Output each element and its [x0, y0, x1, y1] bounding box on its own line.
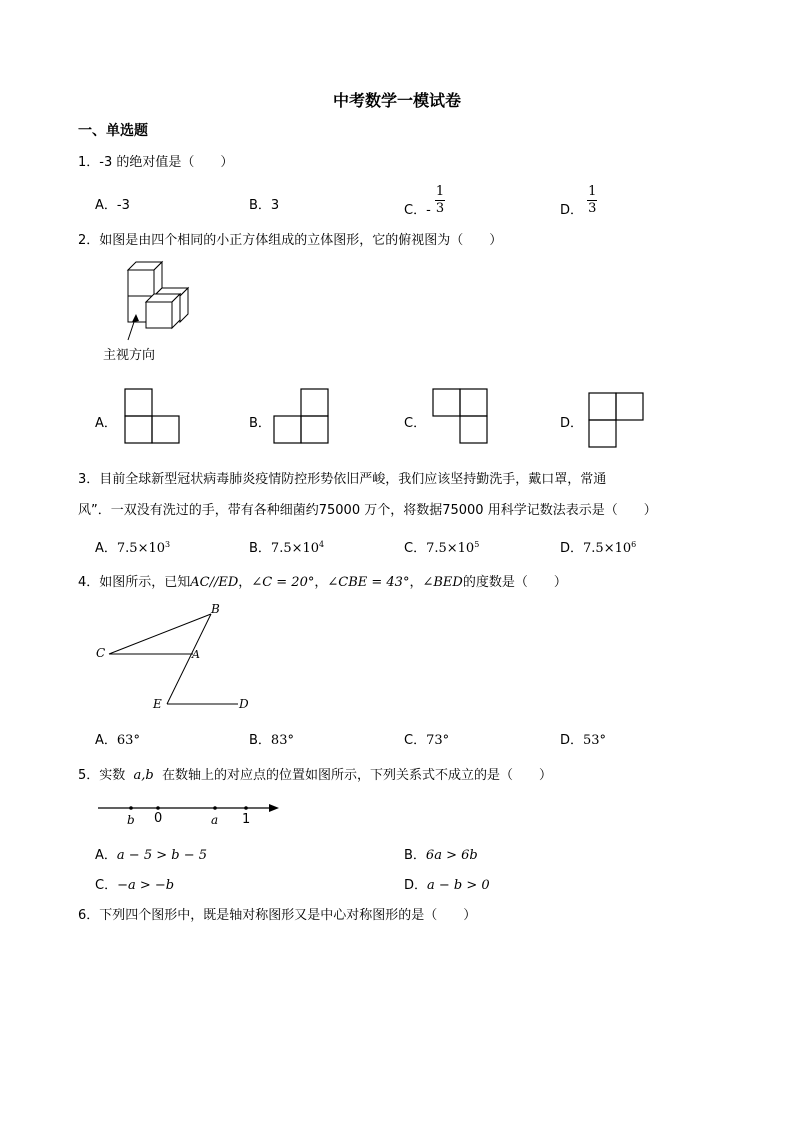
fraction	[587, 184, 597, 217]
q4-math-angle-cbe: ∠CBE = 43°	[327, 575, 410, 590]
option-exponent: 5	[474, 540, 480, 549]
option-label: D．	[404, 878, 428, 893]
question-4-stem	[78, 571, 567, 590]
option-base: 7.5×10	[270, 541, 320, 556]
q3-option-b[interactable]	[249, 537, 324, 556]
option-label: C．	[95, 878, 118, 893]
option-label: D．	[560, 733, 584, 748]
option-value: 63°	[116, 733, 140, 748]
figure-caption: 主视方向	[103, 348, 156, 363]
q5-option-c[interactable]	[95, 874, 174, 893]
q4-option-c[interactable]	[404, 729, 449, 748]
q5-vars: a,b	[133, 768, 154, 783]
q4-sep: ，	[314, 575, 328, 590]
q1-option-c[interactable]	[404, 184, 445, 217]
q3-option-c[interactable]	[404, 537, 479, 556]
option-label: A．	[95, 733, 117, 748]
q3-option-d[interactable]	[560, 537, 636, 556]
option-expression: a − 5 > b − 5	[116, 848, 207, 863]
option-label: A．	[95, 848, 117, 863]
q2-option-d[interactable]: D．	[560, 416, 584, 431]
question-1-stem: 1．-3 的绝对值是（ ）	[78, 155, 234, 170]
question-5-stem	[78, 764, 552, 783]
q4-option-d[interactable]	[560, 729, 606, 748]
option-value: 53°	[583, 733, 607, 748]
option-base: 7.5×10	[426, 541, 475, 556]
q1-option-d-prefix: D．	[560, 203, 584, 218]
q5-suffix: 在数轴上的对应点的位置如图所示，下列关系式不成立的是（ ）	[162, 768, 553, 783]
triangle-figure	[92, 600, 262, 718]
option-label: D．	[560, 541, 584, 556]
fraction-numerator: 1	[435, 184, 445, 199]
axis-label-a: a	[211, 813, 219, 827]
q1-option-d[interactable]	[560, 184, 597, 217]
option-label: C．	[404, 541, 427, 556]
q4-math-angle-c: ∠C = 20°	[251, 575, 315, 590]
point-label-e: E	[153, 697, 162, 711]
q4-math-parallel: AC//ED	[190, 575, 239, 590]
q2-option-b[interactable]: B．	[249, 416, 271, 431]
q5-option-a[interactable]	[95, 844, 207, 863]
q2-option-a[interactable]: A．	[95, 416, 117, 431]
q4-prefix: 4．如图所示，已知	[78, 575, 191, 590]
q4-option-a[interactable]	[95, 729, 140, 748]
point-label-a: A	[192, 648, 200, 661]
q4-option-b[interactable]	[249, 729, 294, 748]
axis-label-b: b	[127, 813, 135, 827]
q4-suffix: 的度数是（ ）	[462, 575, 567, 590]
top-view-option-c	[432, 388, 488, 446]
option-exponent: 6	[631, 540, 637, 549]
question-6-stem: 6．下列四个图形中，既是轴对称图形又是中心对称图形的是（ ）	[78, 908, 477, 923]
q1-option-a[interactable]: A．-3	[95, 198, 130, 213]
option-label: B．	[249, 541, 271, 556]
point-label-b: B	[211, 602, 220, 616]
top-view-option-a	[124, 388, 180, 446]
option-value: 83°	[270, 733, 294, 748]
q4-sep: ，	[409, 575, 423, 590]
fraction-denominator: 3	[435, 201, 445, 216]
q4-sep: ，	[238, 575, 252, 590]
axis-label-zero: 0	[154, 811, 163, 826]
option-base: 7.5×10	[583, 541, 632, 556]
number-line	[95, 796, 285, 830]
q5-prefix: 5．实数	[78, 768, 126, 783]
q5-option-d[interactable]	[404, 874, 490, 893]
option-exponent: 4	[319, 540, 325, 549]
q1-option-c-prefix: C．-	[404, 203, 431, 218]
option-exponent: 3	[165, 540, 171, 549]
option-expression: a − b > 0	[427, 878, 490, 893]
option-expression: −a > −b	[117, 878, 175, 893]
question-3-line-1: 3．目前全球新型冠状病毒肺炎疫情防控形势依旧严峻，我们应该坚持勤洗手，戴口罩，常通	[78, 472, 607, 487]
option-label: A．	[95, 541, 117, 556]
point-label-c: C	[96, 646, 106, 660]
option-label: B．	[404, 848, 426, 863]
question-3-line-2: 风”．一双没有洗过的手，带有各种细菌约75000 万个，将数据75000 用科学记数法表示是（ ）	[78, 503, 657, 518]
q3-option-a[interactable]	[95, 537, 170, 556]
option-label: B．	[249, 733, 271, 748]
fraction-denominator: 3	[588, 201, 597, 216]
point-label-d: D	[239, 697, 249, 711]
top-view-option-d	[588, 392, 644, 450]
fraction-numerator: 1	[588, 184, 597, 199]
option-label: C．	[404, 733, 427, 748]
page-title: 中考数学一模试卷	[332, 91, 461, 110]
top-view-option-b	[273, 388, 329, 446]
q1-option-b[interactable]: B．3	[249, 198, 280, 213]
question-2-stem: 2．如图是由四个相同的小正方体组成的立体图形，它的俯视图为（ ）	[78, 233, 503, 248]
fraction	[435, 184, 445, 217]
q5-option-b[interactable]	[404, 844, 478, 863]
axis-label-one: 1	[242, 812, 251, 827]
section-heading: 一、单选题	[78, 123, 148, 139]
option-value: 73°	[426, 733, 450, 748]
option-base: 7.5×10	[116, 541, 166, 556]
q4-math-angle-bed: ∠BED	[422, 575, 463, 590]
q2-option-c[interactable]: C．	[404, 416, 427, 431]
option-expression: 6a > 6b	[425, 848, 478, 863]
